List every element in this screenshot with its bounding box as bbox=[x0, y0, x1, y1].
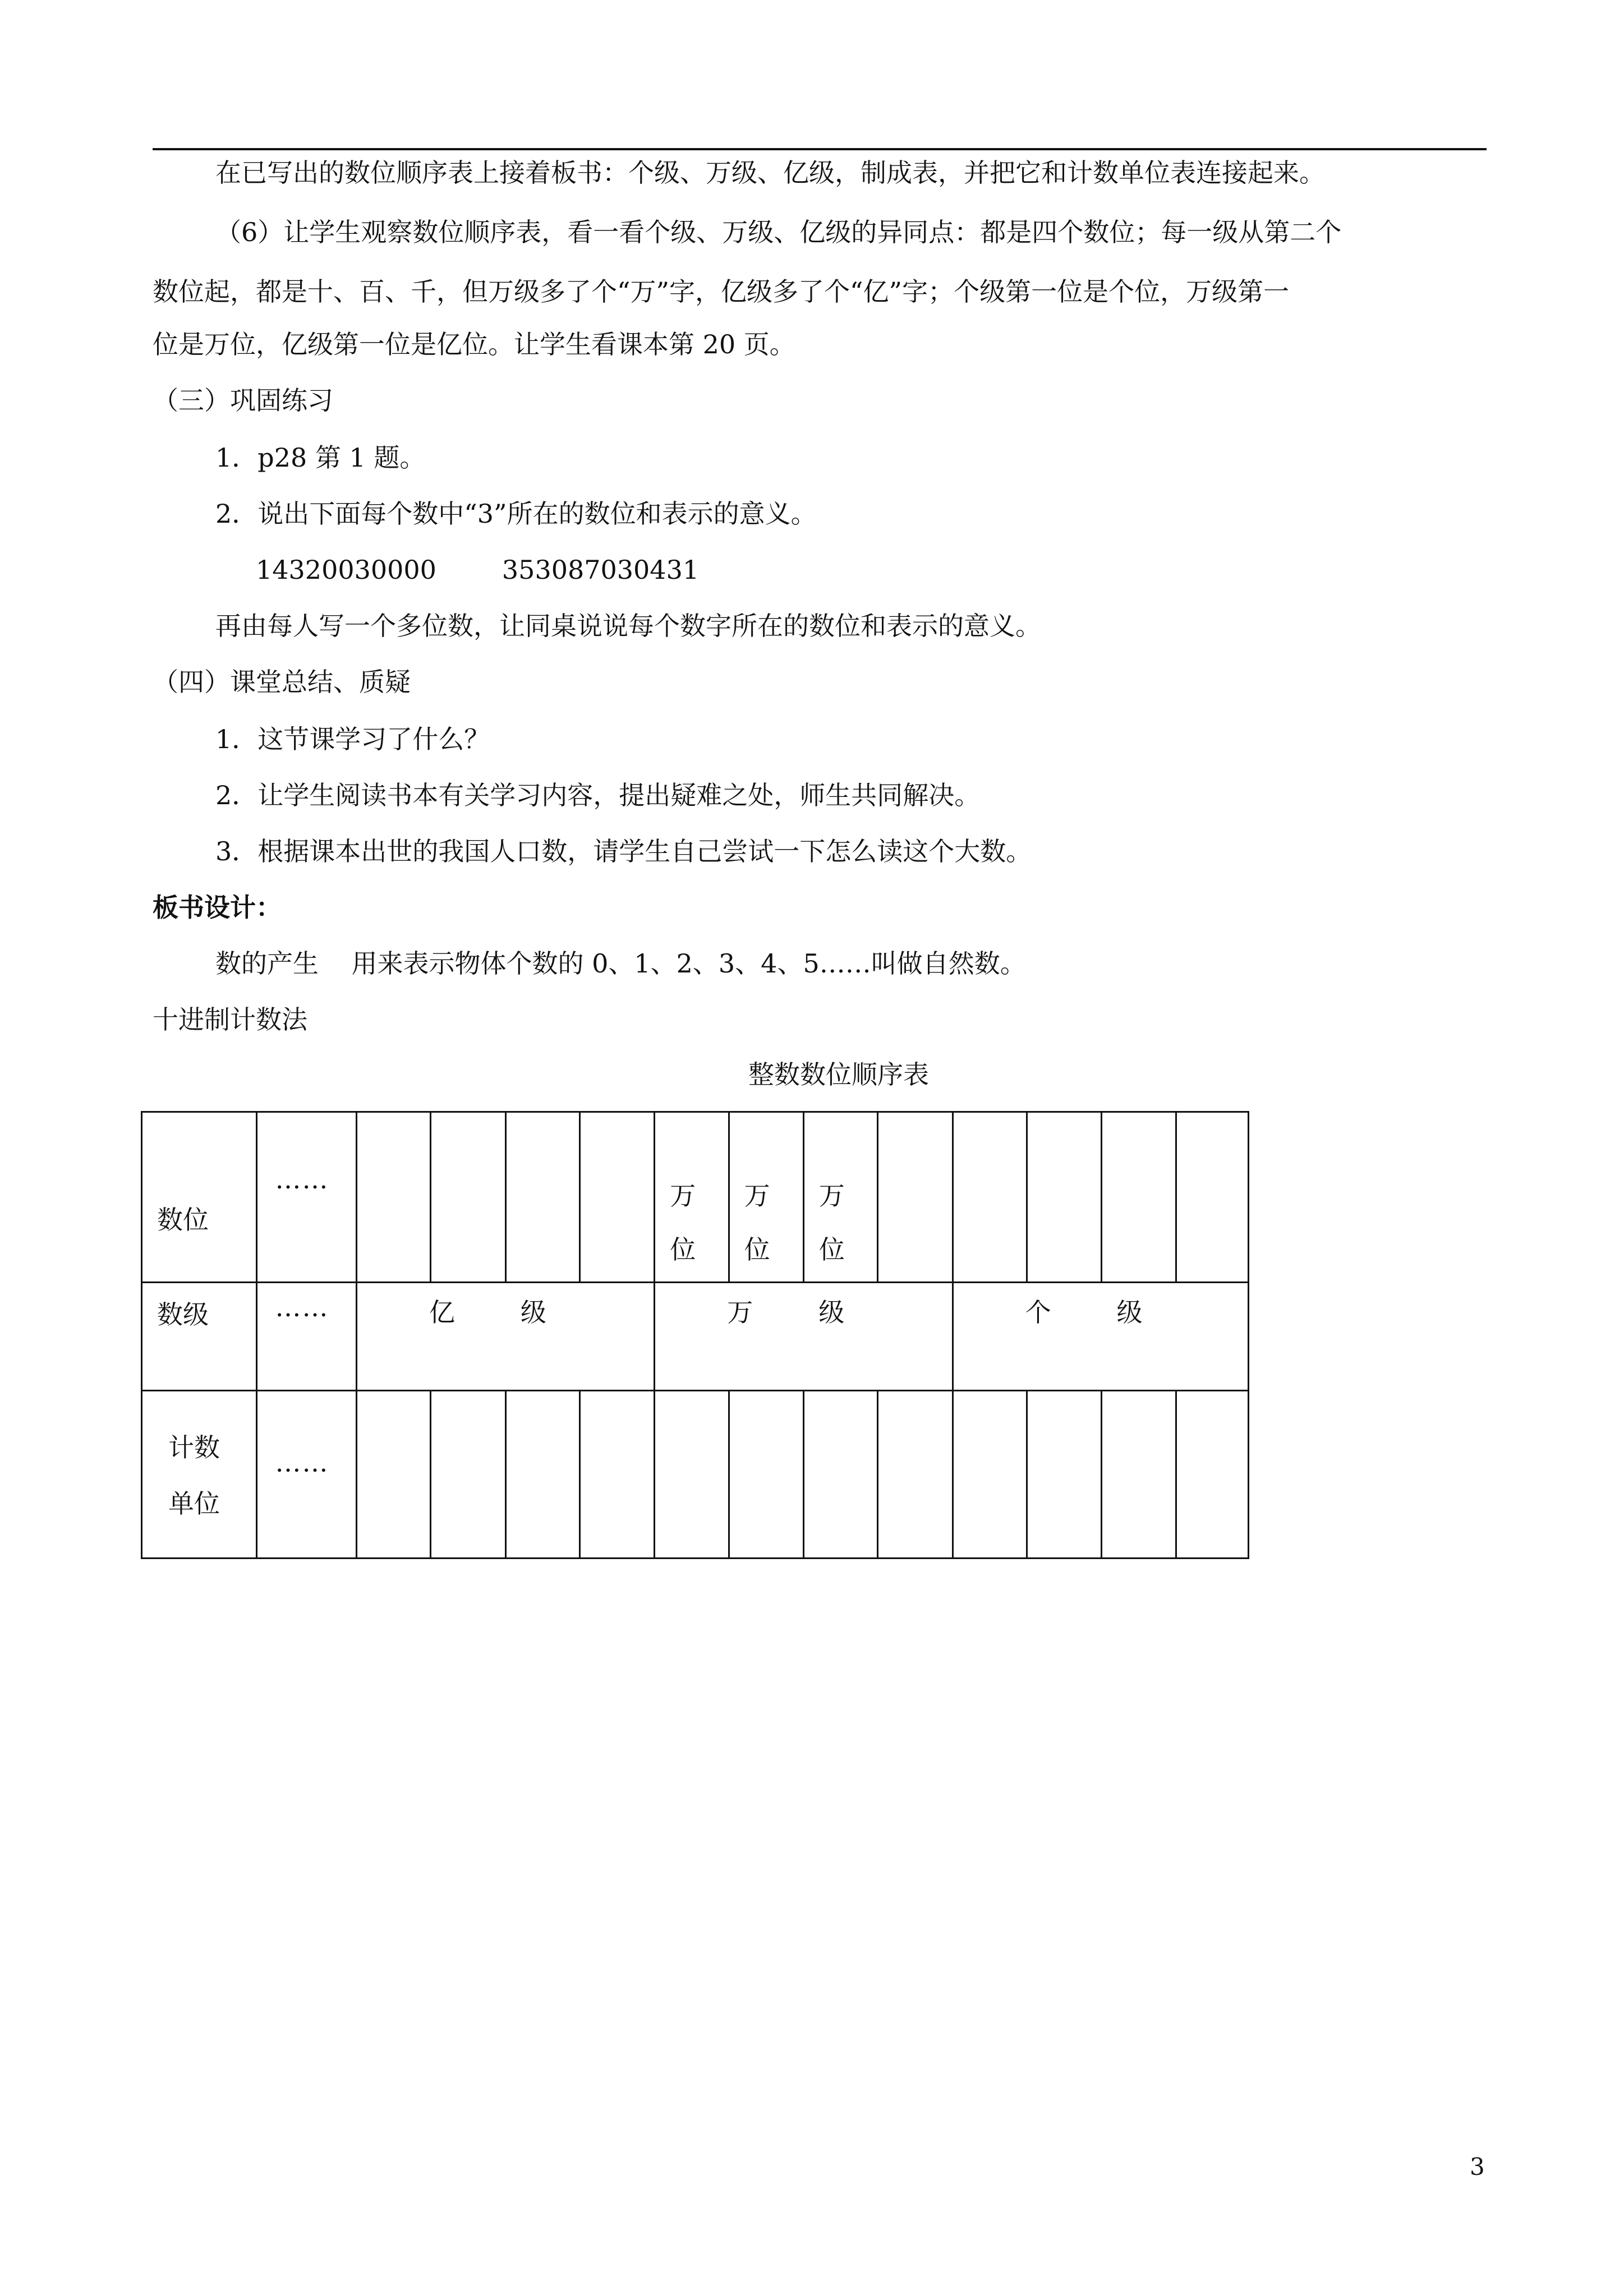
paragraph: 十进制计数法 bbox=[153, 1004, 307, 1035]
number-examples: 14320030000 353087030431 bbox=[256, 555, 700, 585]
place-wan-wei: 万位 bbox=[670, 1181, 696, 1265]
table-row bbox=[142, 1283, 1249, 1391]
table-cell bbox=[803, 1391, 877, 1559]
list-item: 2．让学生阅读书本有关学习内容，提出疑难之处，师生共同解决。 bbox=[215, 780, 981, 810]
table-cell bbox=[878, 1112, 953, 1283]
table-cell bbox=[356, 1112, 430, 1283]
table-cell bbox=[356, 1391, 430, 1559]
table-cell bbox=[1102, 1391, 1176, 1559]
table-cell bbox=[142, 1112, 257, 1283]
board-design-title: 板书设计： bbox=[153, 892, 282, 923]
table-cell bbox=[1176, 1391, 1248, 1559]
paragraph: 位是万位，亿级第一位是亿位。让学生看课本第 20 页。 bbox=[153, 329, 795, 359]
table-cell bbox=[256, 1283, 356, 1391]
table-cell bbox=[505, 1112, 579, 1283]
level-yi: 亿 级 bbox=[429, 1297, 546, 1327]
header-rule bbox=[153, 148, 1487, 150]
table-cell bbox=[1102, 1112, 1176, 1283]
list-item: 1．这节课学习了什么？ bbox=[215, 724, 490, 754]
table-row bbox=[142, 1112, 1249, 1283]
table-cell bbox=[579, 1391, 654, 1559]
place-wan-wei: 万位 bbox=[818, 1181, 845, 1265]
level-ge: 个 级 bbox=[1025, 1297, 1143, 1327]
table-cell bbox=[1027, 1391, 1101, 1559]
table-cell bbox=[729, 1391, 803, 1559]
table-cell bbox=[729, 1112, 803, 1283]
table-cell bbox=[256, 1112, 356, 1283]
level-wan: 万 级 bbox=[727, 1297, 845, 1327]
level-yi-cell bbox=[356, 1283, 654, 1391]
ellipsis: …… bbox=[275, 1447, 329, 1478]
table-cell bbox=[953, 1112, 1027, 1283]
level-ge-cell bbox=[953, 1283, 1248, 1391]
table-cell bbox=[953, 1391, 1027, 1559]
paragraph: （6）让学生观察数位顺序表，看一看个级、万级、亿级的异同点：都是四个数位；每一级从第二个 bbox=[215, 217, 1342, 247]
list-item: 3．根据课本出世的我国人口数，请学生自己尝试一下怎么读这个大数。 bbox=[215, 836, 1032, 866]
place-value-table bbox=[141, 1111, 1249, 1559]
table-cell bbox=[431, 1112, 505, 1283]
row-label-unit: 计数单位 bbox=[168, 1432, 220, 1519]
table-row bbox=[142, 1391, 1249, 1559]
table-cell bbox=[1176, 1112, 1248, 1283]
section-heading: （四）课堂总结、质疑 bbox=[153, 667, 411, 697]
table-cell bbox=[655, 1112, 729, 1283]
list-item: 2．说出下面每个数中“3”所在的数位和表示的意义。 bbox=[215, 499, 817, 529]
table-cell bbox=[142, 1283, 257, 1391]
table-cell bbox=[431, 1391, 505, 1559]
list-item: 1．p28 第 1 题。 bbox=[215, 442, 426, 473]
table-cell bbox=[142, 1391, 257, 1559]
paragraph: 在已写出的数位顺序表上接着板书：个级、万级、亿级，制成表，并把它和计数单位表连接起来。 bbox=[215, 158, 1325, 188]
row-label-level: 数级 bbox=[157, 1299, 209, 1330]
table-cell bbox=[579, 1112, 654, 1283]
ellipsis: …… bbox=[275, 1292, 329, 1322]
row-label-place: 数位 bbox=[157, 1205, 209, 1235]
ellipsis: …… bbox=[275, 1164, 329, 1195]
paragraph: 数位起，都是十、百、千，但万级多了个“万”字，亿级多了个“亿”字；个级第一位是个位，万级第一 bbox=[153, 276, 1290, 307]
paragraph: 数的产生 用来表示物体个数的 0、1、2、3、4、5……叫做自然数。 bbox=[215, 948, 1026, 979]
page-number: 3 bbox=[1470, 2153, 1485, 2180]
paragraph: 再由每人写一个多位数，让同桌说说每个数字所在的数位和表示的意义。 bbox=[215, 611, 1041, 641]
place-wan-wei: 万位 bbox=[744, 1181, 770, 1265]
table-cell bbox=[655, 1391, 729, 1559]
table-cell bbox=[878, 1391, 953, 1559]
table-cell bbox=[256, 1391, 356, 1559]
table-cell bbox=[803, 1112, 877, 1283]
table-cell bbox=[505, 1391, 579, 1559]
table-caption: 整数数位顺序表 bbox=[748, 1059, 929, 1090]
section-heading: （三）巩固练习 bbox=[153, 385, 333, 416]
table-cell bbox=[1027, 1112, 1101, 1283]
level-wan-cell bbox=[655, 1283, 953, 1391]
